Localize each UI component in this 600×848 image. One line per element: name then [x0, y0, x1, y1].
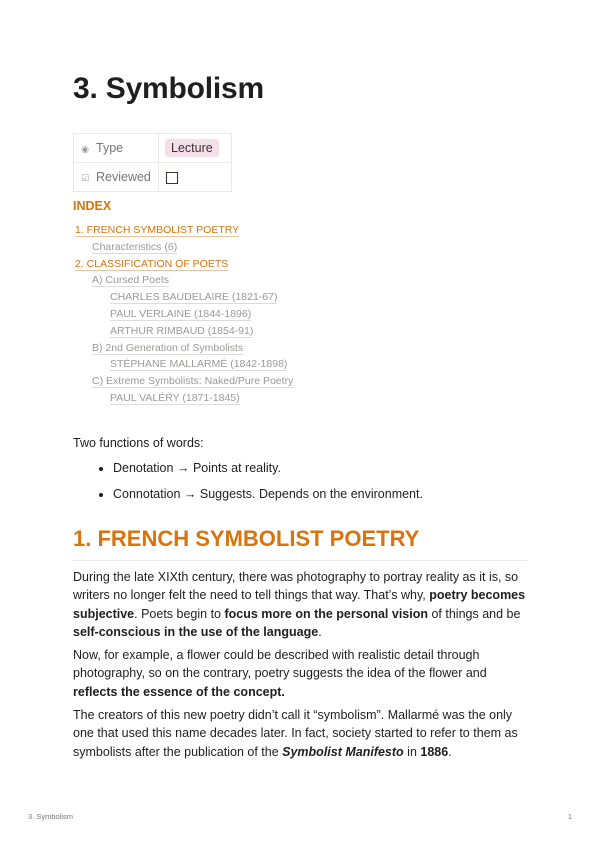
list-item: • Connotation → Suggests. Depends on the environment. — [113, 484, 423, 510]
table-of-contents — [73, 222, 293, 407]
footer-title: 3. Symbolism — [28, 812, 74, 821]
arrow-icon: → — [183, 487, 197, 501]
intro-text: Two functions of words: — [73, 436, 204, 450]
list-item: • Denotation → Points at reality. — [113, 458, 423, 484]
page-title: 3. Symbolism — [73, 72, 265, 105]
toc-link[interactable]: B) 2nd Generation of Symbolists — [92, 341, 244, 354]
toc-link[interactable]: C) Extreme Symbolists: Naked/Pure Poetry — [92, 375, 294, 388]
status-icon: ◉ — [81, 144, 89, 154]
index-heading: INDEX — [73, 199, 112, 213]
arrow-icon: → — [176, 461, 190, 475]
bullet-list — [73, 458, 423, 510]
paragraph: Now, for example, a flower could be described with realistic detail through photography, so on the contrary, poetry suggests the idea of the flower and reflects the essence of the concept. — [73, 648, 487, 699]
reviewed-checkbox[interactable] — [166, 172, 178, 184]
property-row-type — [74, 134, 232, 163]
property-key: Reviewed — [96, 170, 151, 184]
toc-link[interactable]: 2. CLASSIFICATION OF POETS — [75, 257, 229, 270]
toc-link[interactable]: PAUL VALÉRY (1871-1845) — [110, 391, 240, 404]
toc-link[interactable]: ARTHUR RIMBAUD (1854-91) — [110, 324, 254, 337]
checkbox-icon: ☑ — [80, 173, 90, 183]
paragraph: The creators of this new poetry didn’t call it “symbolism”. Mallarmé was the only one that used this name decades later. In fact, society started to refer to them as symbolists after the publication of the Symbolist Manifesto in 1886. — [73, 708, 518, 759]
toc-link[interactable]: STÉPHANE MALLARMÉ (1842-1898) — [110, 358, 288, 371]
properties-table — [73, 133, 232, 192]
paragraph: During the late XIXth century, there was photography to portray reality as it is, so writers no longer felt the need to tell things that way. That’s why, poetry becomes subjective. Poets begin to focus more on the personal vision of things and be self-conscious in the use of the language. — [73, 570, 526, 640]
property-row-reviewed — [74, 163, 232, 192]
toc-link[interactable]: Characteristics (6) — [92, 240, 178, 253]
toc-link[interactable]: PAUL VERLAINE (1844-1896) — [110, 307, 252, 320]
toc-link[interactable]: CHARLES BAUDELAIRE (1821-67) — [110, 291, 278, 304]
property-key: Type — [96, 141, 124, 155]
toc-link[interactable]: 1. FRENCH SYMBOLIST POETRY — [75, 224, 240, 236]
type-tag[interactable]: Lecture — [165, 139, 219, 157]
section-heading: 1. FRENCH SYMBOLIST POETRY — [73, 526, 528, 561]
toc-link[interactable]: A) Cursed Poets — [92, 274, 170, 287]
page-number: 1 — [567, 812, 572, 821]
